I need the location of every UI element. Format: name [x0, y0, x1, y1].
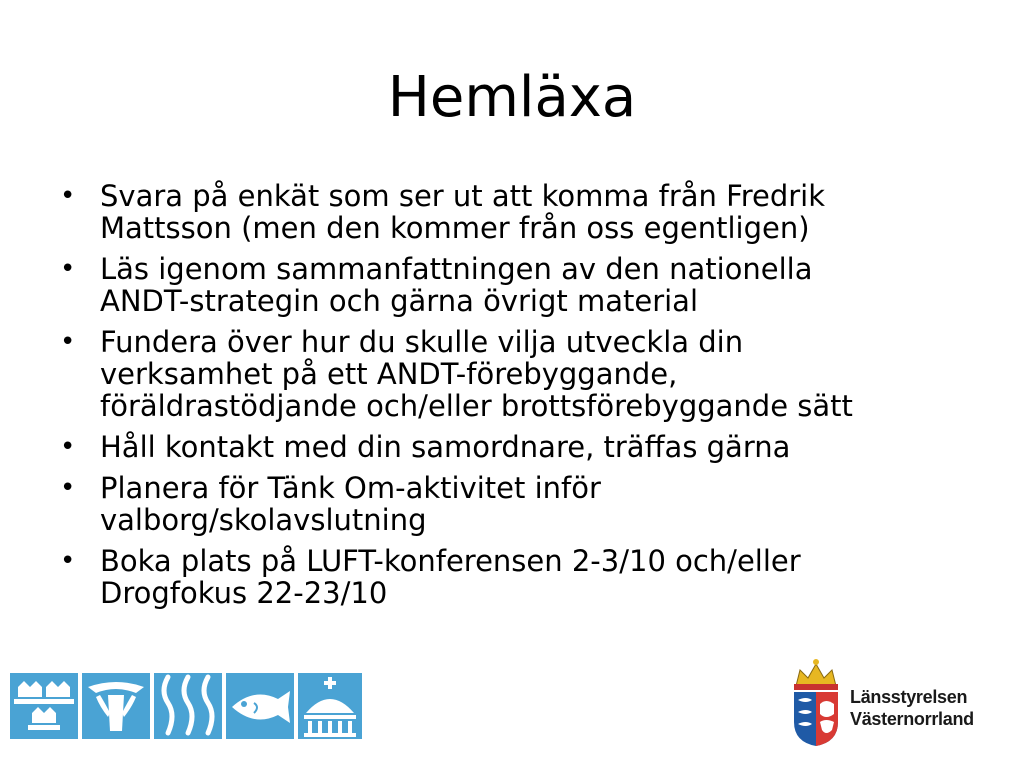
list-item [60, 253, 960, 317]
county-crest-icon [788, 656, 844, 748]
list-item [60, 326, 960, 422]
rivers-icon [154, 673, 222, 739]
symbol-icon-strip [10, 673, 362, 739]
bullet-symbol: • [60, 473, 76, 503]
bullet-line: Drogfokus 22-23/10 [100, 576, 388, 610]
church-dome-icon [298, 673, 362, 739]
logo-line-1: Länsstyrelsen [850, 687, 968, 707]
bullet-symbol: • [60, 327, 76, 357]
crowns-icon [10, 673, 78, 739]
bullet-line: Läs igenom sammanfattningen av den nationella [100, 252, 813, 286]
list-item [60, 545, 960, 609]
bullet-line: verksamhet på ett ANDT-förebyggande, [100, 357, 678, 391]
logo-line-2: Västernorrland [850, 709, 974, 729]
bullet-symbol: • [60, 181, 76, 211]
bullet-line: ANDT-strategin och gärna övrigt material [100, 284, 698, 318]
bullet-symbol: • [60, 432, 76, 462]
bullet-line: Boka plats på LUFT-konferensen 2-3/10 och/eller [100, 544, 801, 578]
list-item [60, 431, 960, 463]
bullet-line: Håll kontakt med din samordnare, träffas gärna [100, 430, 791, 464]
list-item [60, 180, 960, 244]
bullet-line: Planera för Tänk Om-aktivitet inför [100, 471, 601, 505]
fish-icon [226, 673, 294, 739]
bullet-symbol: • [60, 254, 76, 284]
slide-title: Hemläxa [387, 65, 637, 130]
bullet-list [60, 180, 960, 618]
bullet-symbol: • [60, 546, 76, 576]
tree-icon [82, 673, 150, 739]
bullet-line: Svara på enkät som ser ut att komma från Fredrik [100, 179, 825, 213]
bullet-line: Mattsson (men den kommer från oss egentligen) [100, 211, 810, 245]
bullet-line: föräldrastödjande och/eller brottsförebyggande sätt [100, 389, 853, 423]
county-logo-text [850, 686, 974, 730]
list-item [60, 472, 960, 536]
bullet-line: Fundera över hur du skulle vilja utveckla din [100, 325, 744, 359]
bullet-line: valborg/skolavslutning [100, 503, 427, 537]
